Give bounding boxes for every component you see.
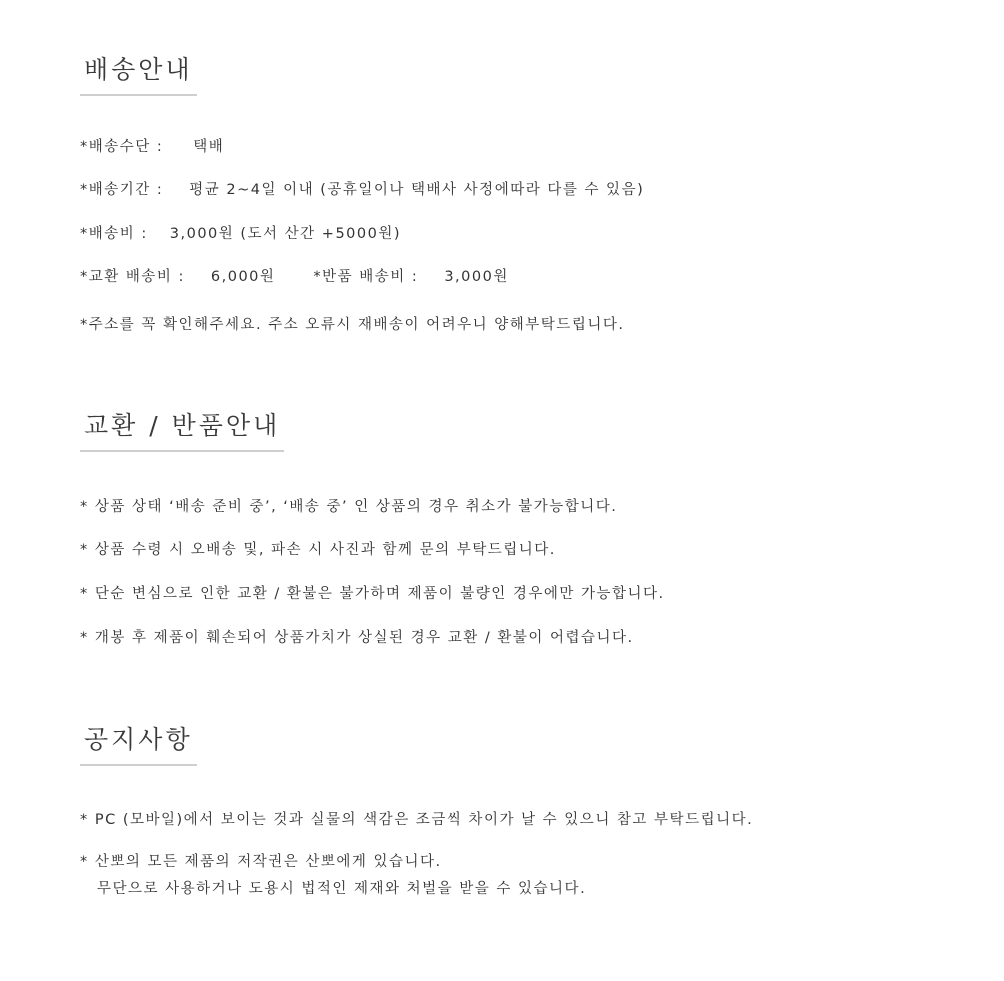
address-notice: *주소를 꼭 확인해주세요. 주소 오류시 재배송이 어려우니 양해부탁드립니다. [80, 317, 625, 333]
return-fee-label: *반품 배송비 : [313, 269, 419, 285]
return-fee-value: 3,000원 [444, 269, 509, 285]
exchange-item: * 상품 상태 ‘배송 준비 중’, ‘배송 중’ 인 상품의 경우 취소가 불가능합니다. [80, 499, 618, 515]
notice-section [80, 720, 197, 766]
shipping-method [80, 135, 224, 156]
shipping-method-label: *배송수단 : [80, 139, 164, 155]
shipping-fee [80, 222, 401, 243]
exchange-fee-label: *교환 배송비 : [80, 269, 185, 285]
shipping-period-label: *배송기간 : [80, 182, 164, 198]
shipping-heading: 배송안내 [80, 50, 197, 96]
shipping-period-value: 평균 2~4일 이내 (공휴일이나 택배사 사정에따라 다를 수 있음) [189, 182, 645, 198]
exchange-fee-value: 6,000원 [210, 269, 276, 285]
shipping-period [80, 178, 644, 199]
exchange-item: * 단순 변심으로 인한 교환 / 환불은 불가하며 제품이 불량인 경우에만 가능합니다. [80, 586, 665, 602]
exchange-return-fee [80, 265, 509, 286]
notice-heading: 공지사항 [80, 720, 197, 766]
exchange-item: * 개봉 후 제품이 훼손되어 상품가치가 상실된 경우 교환 / 환불이 어렵습니다. [80, 630, 634, 646]
shipping-fee-label: *배송비 : [80, 226, 148, 242]
notice-item-copyright-cont: 무단으로 사용하거나 도용시 법적인 제재와 처벌을 받을 수 있습니다. [97, 881, 587, 897]
exchange-item: * 상품 수령 시 오배송 및, 파손 시 사진과 함께 문의 부탁드립니다. [80, 542, 556, 558]
shipping-fee-value: 3,000원 (도서 산간 +5000원) [169, 226, 402, 242]
shipping-section [80, 50, 197, 96]
notice-item-copyright: * 산뽀의 모든 제품의 저작권은 산뽀에게 있습니다. [80, 854, 442, 870]
shipping-method-value: 택배 [193, 139, 225, 155]
exchange-heading: 교환 / 반품안내 [80, 406, 284, 452]
exchange-section [80, 406, 284, 452]
notice-item-color: * PC (모바일)에서 보이는 것과 실물의 색감은 조금씩 차이가 날 수 있으니 참고 부탁드립니다. [80, 812, 754, 828]
